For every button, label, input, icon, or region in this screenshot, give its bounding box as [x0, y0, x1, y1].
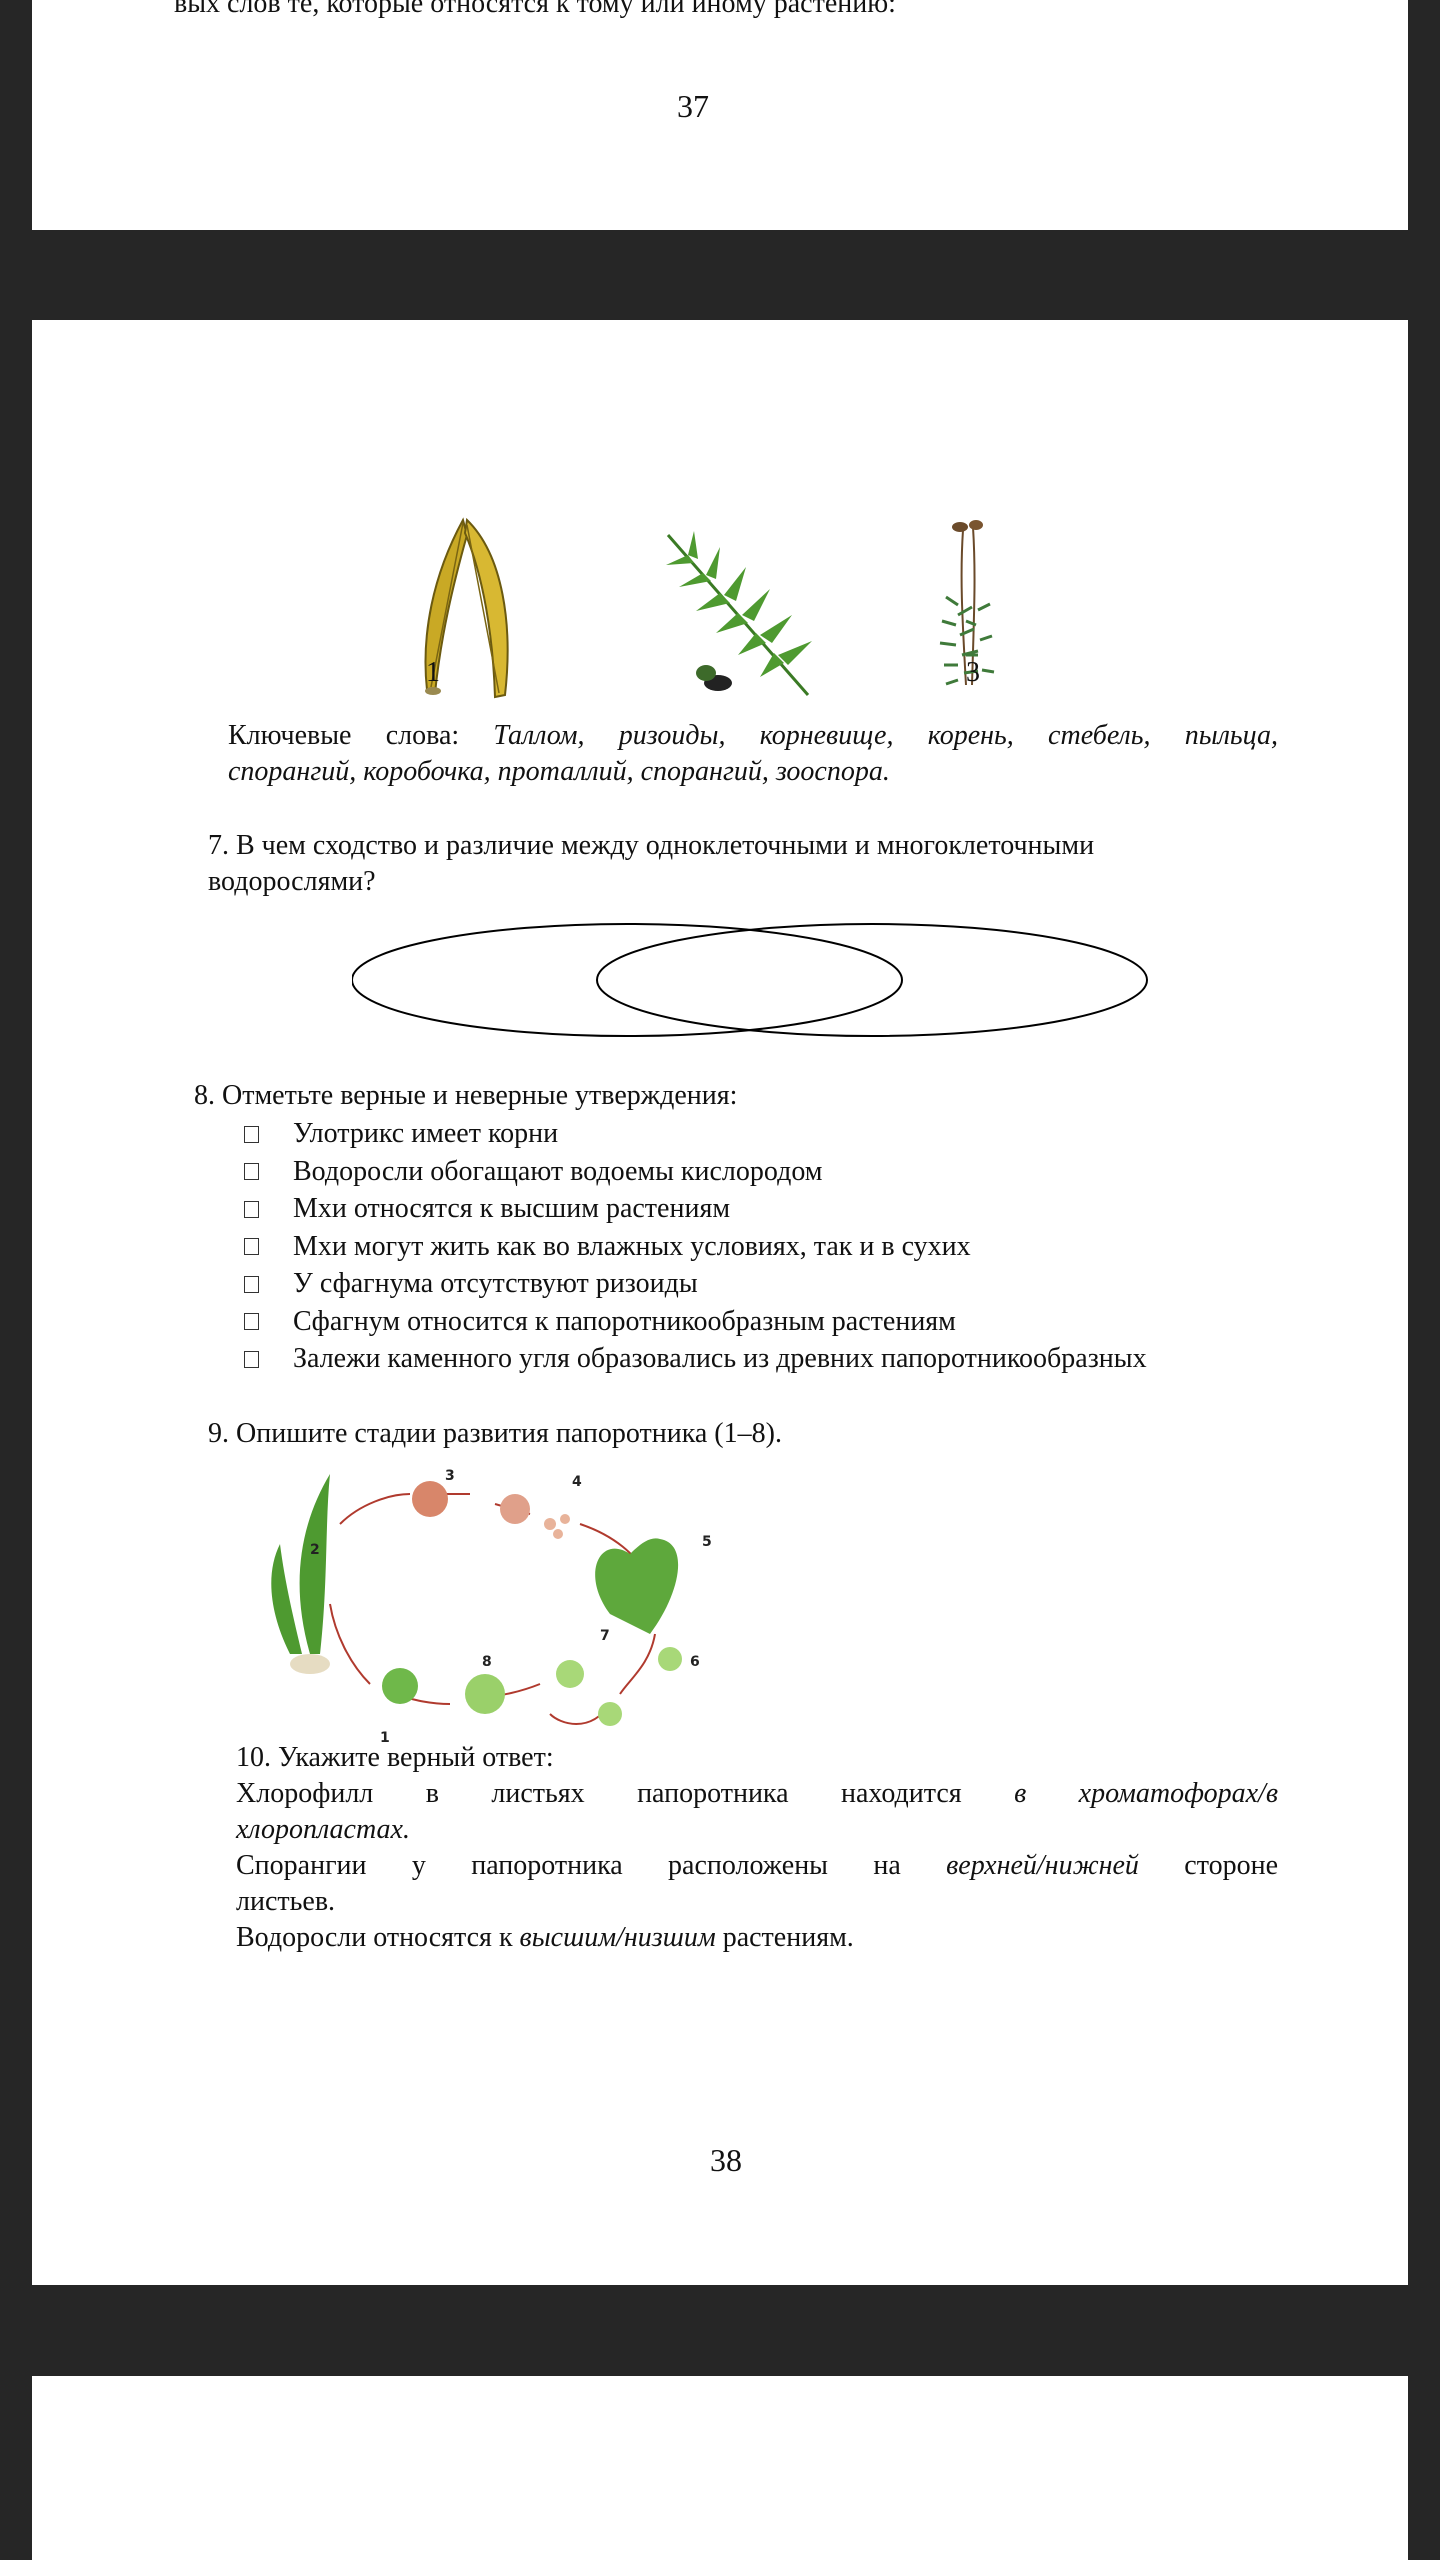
q10-sentence-1-text: Хлорофилл в листьях папоротника находится — [236, 1778, 1015, 1809]
keywords-label: Ключевые слова: — [228, 720, 494, 751]
q10-sentence-1-choice-a: в хроматофорах/в — [1014, 1778, 1278, 1809]
checkbox[interactable] — [244, 1351, 259, 1368]
checkbox[interactable] — [244, 1276, 259, 1293]
fern-lifecycle-diagram — [250, 1464, 720, 1754]
stage-label-8: 8 — [482, 1654, 492, 1670]
q10-sentence-1-line-2 — [236, 1812, 410, 1848]
statement-text: Сфагнум относится к папоротникообразным растениям — [293, 1305, 956, 1337]
stage-label-1: 1 — [380, 1730, 390, 1746]
checkbox[interactable] — [244, 1126, 259, 1143]
document-page-next — [32, 2376, 1408, 2560]
statement-text: Мхи могут жить как во влажных условиях, так и в сухих — [293, 1230, 971, 1262]
question-9-title: 9. Опишите стадии развития папоротника (1–8). — [208, 1418, 782, 1449]
question-10-title: 10. Укажите верный ответ: — [236, 1742, 554, 1773]
question-7-line-1: 7. В чем сходство и различие между одноклеточными и многоклеточными — [208, 830, 1095, 861]
statement-text: Водоросли обогащают водоемы кислородом — [293, 1155, 823, 1187]
stage-label-3: 3 — [445, 1468, 455, 1484]
q10-sentence-3 — [236, 1920, 854, 1956]
q10-sentence-1-line-1 — [236, 1776, 1278, 1812]
fern-image — [658, 525, 828, 705]
stage-label-5: 5 — [702, 1534, 712, 1550]
keywords-line-2 — [228, 754, 890, 790]
q10-sentence-2-line-2: листьев. — [236, 1886, 336, 1917]
q10-sentence-2-line-1 — [236, 1848, 1278, 1884]
checkbox[interactable] — [244, 1163, 259, 1180]
stage-label-6: 6 — [690, 1654, 700, 1670]
stage-label-7: 7 — [600, 1628, 610, 1644]
question-8-list — [244, 1116, 1147, 1377]
statement-item — [244, 1191, 1147, 1227]
keywords-list-b: спорангий, коробочка, проталлий, спорангий, зооспора. — [228, 756, 890, 787]
checkbox[interactable] — [244, 1313, 259, 1330]
question-8-title: 8. Отметьте верные и неверные утверждения: — [194, 1080, 738, 1111]
q10-sentence-2-choice: верхней/нижней — [946, 1850, 1139, 1881]
q10-sentence-3-choice: высшим/низшим — [519, 1922, 716, 1953]
stage-label-4: 4 — [572, 1474, 582, 1490]
statement-item — [244, 1266, 1147, 1302]
statement-item — [244, 1341, 1147, 1377]
q10-sentence-3-text-a: Водоросли относятся к — [236, 1922, 520, 1953]
page-number: 38 — [710, 2142, 742, 2178]
q10-sentence-3-text-b: растениям. — [715, 1922, 854, 1953]
checkbox[interactable] — [244, 1201, 259, 1218]
document-page-38 — [32, 320, 1408, 2285]
checkbox[interactable] — [244, 1238, 259, 1255]
document-page-37 — [32, 0, 1408, 230]
venn-left-ellipse[interactable] — [352, 924, 902, 1036]
q10-sentence-2-text-b: стороне — [1138, 1850, 1278, 1881]
statement-item — [244, 1304, 1147, 1340]
plant-label-1: 1 — [426, 657, 440, 688]
statement-item — [244, 1229, 1147, 1265]
cut-text-line: вых слов те, которые относятся к тому или иному растению: — [174, 0, 896, 19]
question-7-line-2: водорослями? — [208, 866, 376, 897]
venn-diagram — [352, 918, 1152, 1043]
q10-sentence-2-text-a: Спорангии у папоротника расположены на — [236, 1850, 947, 1881]
venn-right-ellipse[interactable] — [597, 924, 1147, 1036]
q10-sentence-1-choice-b: хлоропластах. — [236, 1814, 410, 1845]
statement-text: Мхи относятся к высшим растениям — [293, 1193, 731, 1224]
statement-item — [244, 1116, 1147, 1152]
statement-text: Залежи каменного угля образовались из древних папоротникообразных — [293, 1343, 1147, 1374]
statement-text: У сфагнума отсутствуют ризоиды — [293, 1268, 698, 1299]
statement-text: Улотрикс имеет корни — [293, 1118, 559, 1149]
keywords-line-1 — [228, 718, 1278, 754]
stage-label-2: 2 — [310, 1542, 320, 1558]
keywords-list-a: Таллом, ризоиды, корневище, корень, стебель, пыльца, — [493, 720, 1279, 751]
page-number: 37 — [677, 88, 709, 124]
statement-item — [244, 1154, 1147, 1190]
plant-illustrations — [378, 515, 1058, 715]
plant-label-3: 3 — [966, 657, 980, 688]
